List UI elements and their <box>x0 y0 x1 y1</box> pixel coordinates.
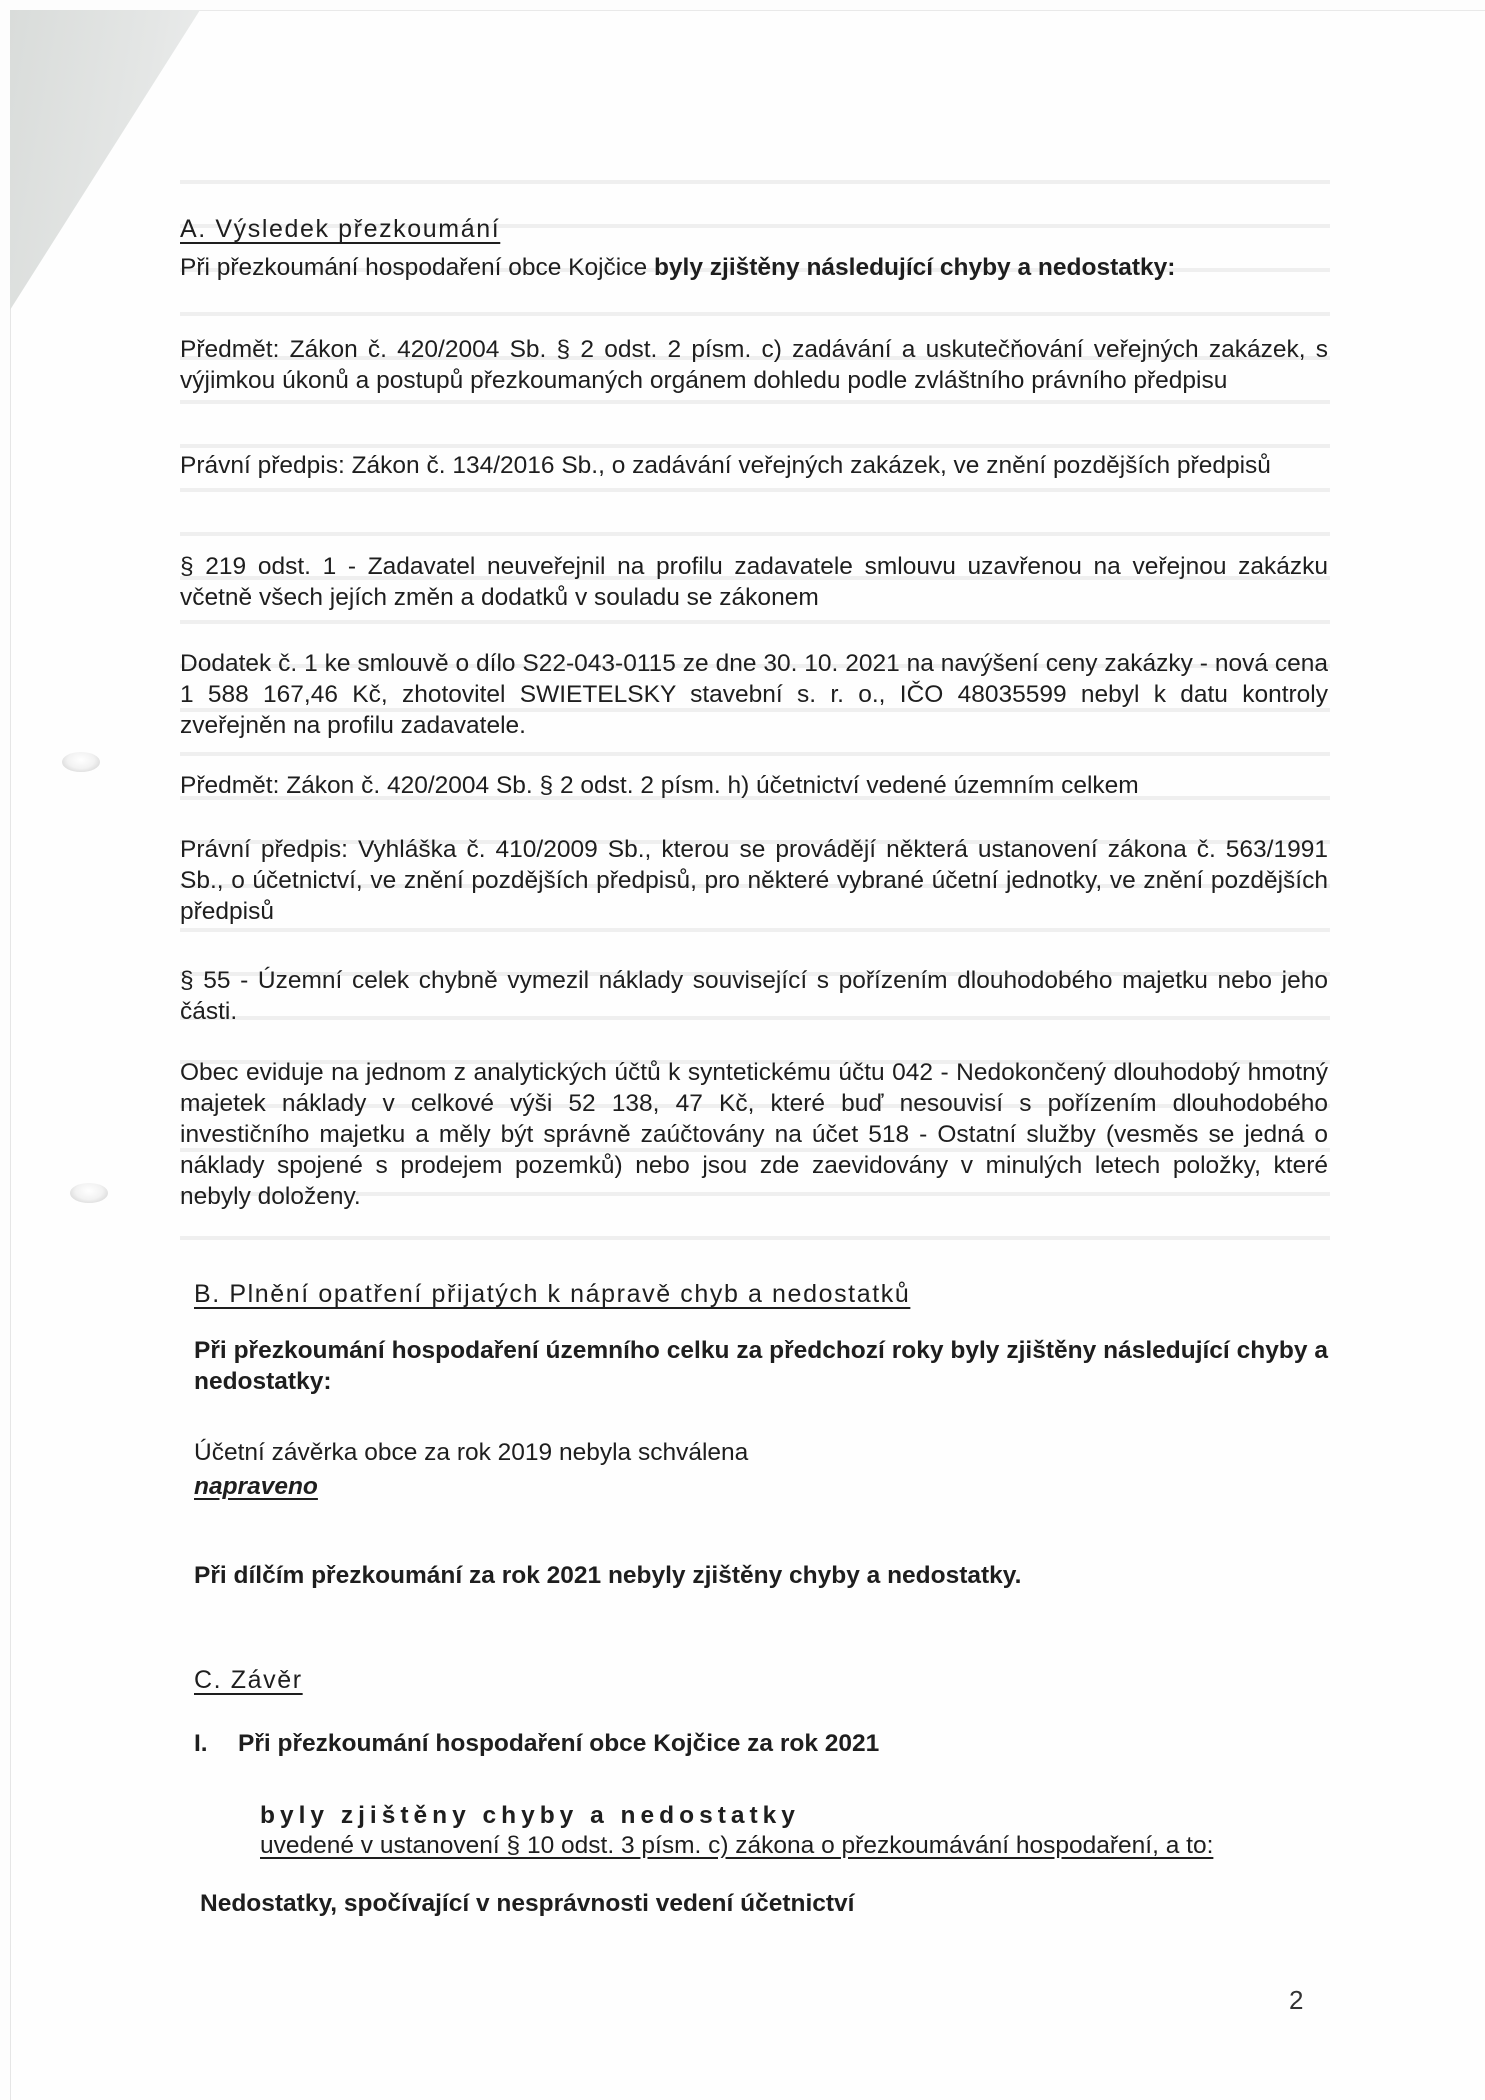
scanned-page <box>10 10 1485 2100</box>
section-a-intro-bold: byly zjištěny následující chyby a nedostatky: <box>653 254 1176 281</box>
section-c-result: byly zjištěny chyby a nedostatky <box>260 1802 800 1829</box>
page-number: 2 <box>1289 1985 1304 2015</box>
finding-2-paragraph: § 55 - Územní celek chybně vymezil náklady související s pořízením dlouhodobého majetku nebo jeho části. <box>180 967 1328 1025</box>
section-b-intro: Při přezkoumání hospodaření územního celku za předchozí roky byly zjištěny následující chyby a nedostatky: <box>194 1337 1328 1395</box>
punch-hole-top <box>62 752 100 772</box>
finding-1-subject: Předmět: Zákon č. 420/2004 Sb. § 2 odst. 2 písm. c) zadávání a uskutečňování veřejných zakázek, s výjimkou úkonů a postupů přezkoumaných orgánem dohledu podle zvláštního právního předpisu <box>180 336 1328 394</box>
section-c-result-basis: uvedené v ustanovení § 10 odst. 3 písm. c) zákona o přezkoumávání hospodaření, a to: <box>260 1832 1214 1859</box>
finding-2-detail: Obec eviduje na jednom z analytických účtů k syntetickému účtu 042 - Nedokončený dlouhodobý hmotný majetek náklady v celkové výši 52 138, 47 Kč, které buď nesouvisí s pořízením dlouhodobého investičního majetku a měly být správně zaúčtovány na účet 518 - Ostatní služby (vesměs se jedná o náklady spojené s prodejem pozemků) nebo jsou zde zaevidovány v minulých letech položky, které nebyly doloženy. <box>180 1059 1328 1210</box>
punch-hole-bottom <box>70 1183 108 1203</box>
point-number: I. <box>194 1730 208 1757</box>
section-b-partial-review: Při dílčím přezkoumání za rok 2021 nebyly zjištěny chyby a nedostatky. <box>194 1562 1022 1589</box>
section-b-heading: B. Plnění opatření přijatých k nápravě chyb a nedostatků <box>194 1280 911 1308</box>
section-b-item: Účetní závěrka obce za rok 2019 nebyla schválena <box>194 1439 749 1466</box>
finding-1-regulation: Právní předpis: Zákon č. 134/2016 Sb., o zadávání veřejných zakázek, ve znění pozdějších předpisů <box>180 452 1271 479</box>
point-text: Při přezkoumání hospodaření obce Kojčice za rok 2021 <box>238 1730 880 1757</box>
finding-1-detail: Dodatek č. 1 ke smlouvě o dílo S22-043-0115 ze dne 30. 10. 2021 na navýšení ceny zakázky - nová cena 1 588 167,46 Kč, zhotovitel SWIETELSKY stavební s. r. o., IČO 48035599 nebyl k datu kontroly zveřejněn na profilu zadavatele. <box>180 650 1328 739</box>
finding-2-subject: Předmět: Zákon č. 420/2004 Sb. § 2 odst. 2 písm. h) účetnictví vedené územním celkem <box>180 772 1139 799</box>
status-napraveno: napraveno <box>194 1473 318 1500</box>
section-c-heading: C. Závěr <box>194 1666 303 1694</box>
section-c-deficiency-type: Nedostatky, spočívající v nesprávnosti vedení účetnictví <box>200 1890 855 1917</box>
section-a-intro-text: Při přezkoumání hospodaření obce Kojčice <box>180 254 654 281</box>
section-b-item-status <box>194 1471 1342 1502</box>
finding-2-regulation: Právní předpis: Vyhláška č. 410/2009 Sb., kterou se provádějí některá ustanovení zákona č. 563/1991 Sb., o účetnictví, ve znění pozdějších předpisů, pro některé vybrané účetní jednotky, ve znění pozdějších předpisů <box>180 836 1328 925</box>
section-a-heading: A. Výsledek přezkoumání <box>180 215 501 243</box>
finding-1-paragraph: § 219 odst. 1 - Zadavatel neuveřejnil na profilu zadavatele smlouvu uzavřenou na veřejnou zakázku včetně všech jejích změn a dodatků v souladu se zákonem <box>180 553 1328 611</box>
section-c-point <box>194 1728 1342 1759</box>
section-a-intro <box>180 252 1328 283</box>
